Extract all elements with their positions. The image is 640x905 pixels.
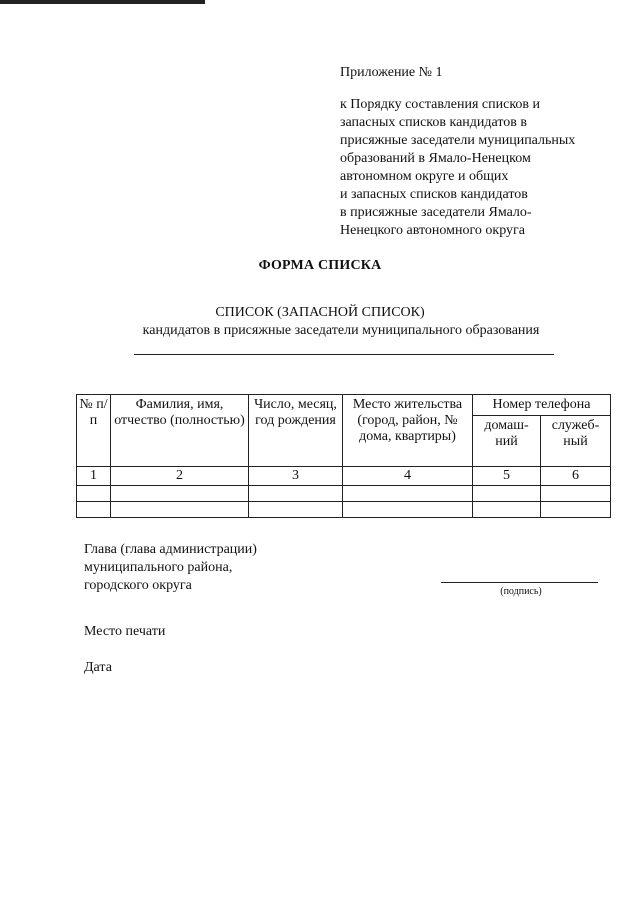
- stamp-place-label: Место печати: [84, 624, 166, 639]
- column-number: 2: [111, 467, 249, 486]
- header-full-name: Фамилия, имя, отчество (полностью): [111, 395, 249, 467]
- column-number: 5: [473, 467, 541, 486]
- table-cell[interactable]: [541, 502, 611, 518]
- appendix-line: и запасных списков кандидатов: [340, 187, 528, 202]
- header-number: № п/п: [77, 395, 111, 467]
- table-cell[interactable]: [77, 486, 111, 502]
- signature-caption: (подпись): [500, 586, 542, 597]
- appendix-number: Приложение № 1: [340, 65, 443, 80]
- list-title: СПИСОК (ЗАПАСНОЙ СПИСОК): [215, 305, 425, 320]
- table-cell[interactable]: [77, 502, 111, 518]
- table-header-row: [77, 395, 611, 416]
- appendix-line: образований в Ямало-Ненецком: [340, 151, 531, 166]
- appendix-line: в присяжные заседатели Ямало-: [340, 205, 532, 220]
- header-phone: Номер телефона: [473, 395, 611, 416]
- header-phone-home: домаш-ний: [473, 416, 541, 467]
- header-birth-date: Число, месяц, год рождения: [249, 395, 343, 467]
- table-row: [77, 486, 611, 502]
- table-cell[interactable]: [249, 502, 343, 518]
- appendix-line: Ненецкого автономного округа: [340, 223, 525, 238]
- appendix-line: к Порядку составления списков и: [340, 97, 541, 112]
- table-cell[interactable]: [473, 486, 541, 502]
- appendix-line: автономном округе и общих: [340, 169, 509, 184]
- header-residence: Место жительства (город, район, № дома, квартиры): [343, 395, 473, 467]
- table-cell[interactable]: [343, 502, 473, 518]
- table-cell[interactable]: [111, 486, 249, 502]
- appendix-line: присяжные заседатели муниципальных: [340, 133, 576, 148]
- column-number: 3: [249, 467, 343, 486]
- table-cell[interactable]: [111, 502, 249, 518]
- column-number: 4: [343, 467, 473, 486]
- signature-line: [441, 582, 598, 583]
- appendix-line: запасных списков кандидатов в: [340, 115, 528, 130]
- signer-line: Глава (глава администрации): [84, 542, 257, 557]
- municipality-name-line: [134, 354, 554, 355]
- signer-block: [84, 541, 257, 595]
- date-label: Дата: [84, 660, 112, 675]
- header-phone-work: служеб-ный: [541, 416, 611, 467]
- column-number: 1: [77, 467, 111, 486]
- signer-line: городского округа: [84, 578, 192, 593]
- table-cell[interactable]: [343, 486, 473, 502]
- appendix-header: [340, 64, 575, 240]
- table-column-numbers-row: [77, 467, 611, 486]
- candidates-table: [76, 394, 611, 518]
- form-title: ФОРМА СПИСКА: [258, 258, 382, 273]
- table-cell[interactable]: [249, 486, 343, 502]
- table-row: [77, 502, 611, 518]
- list-subtitle: кандидатов в присяжные заседатели муниципального образования: [142, 323, 540, 338]
- table-cell[interactable]: [541, 486, 611, 502]
- scan-edge-mark: [0, 0, 205, 4]
- table-cell[interactable]: [473, 502, 541, 518]
- signer-line: муниципального района,: [84, 560, 233, 575]
- column-number: 6: [541, 467, 611, 486]
